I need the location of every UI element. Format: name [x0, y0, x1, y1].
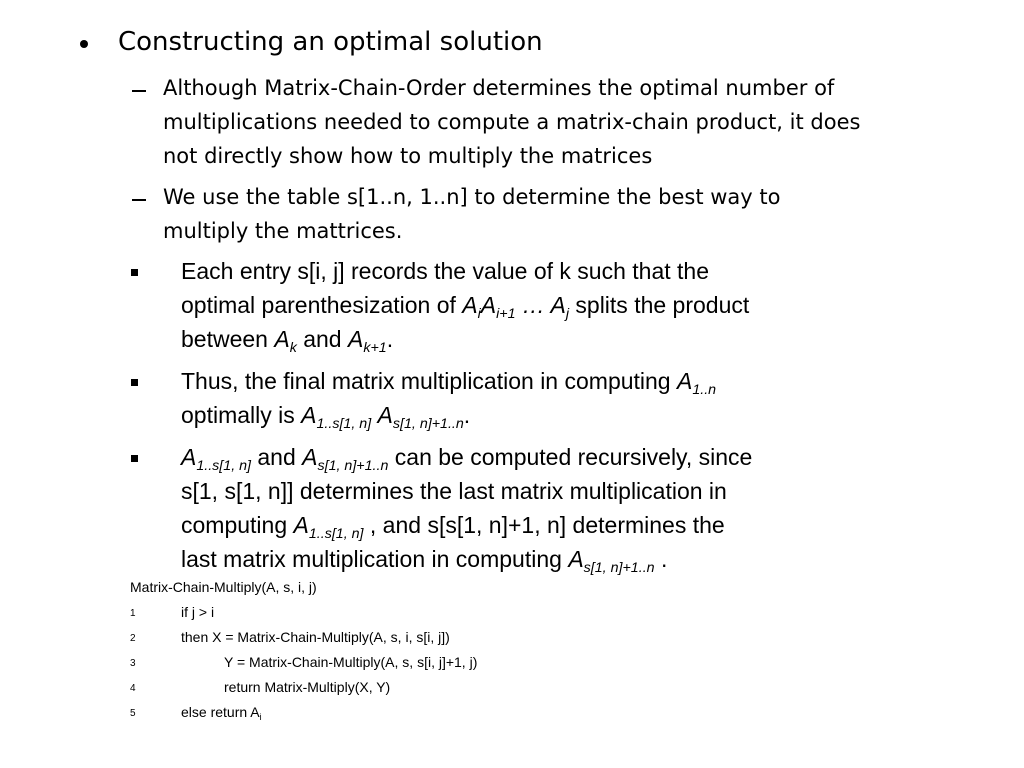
dash1-line1: Although Matrix-Chain-Order determines the optimal number of: [163, 76, 835, 100]
dash1-line3: not directly show how to multiply the matrices: [163, 144, 653, 168]
code-line-4: return Matrix-Multiply(X, Y): [224, 679, 391, 695]
heading-bullet: Constructing an optimal solution: [118, 27, 543, 57]
code-line-5: else return $A_i$: [181, 704, 262, 723]
dash-icon: [132, 199, 146, 201]
sq3-line2: s[1, s[1, n]] determines the last matrix multiplication in: [181, 478, 727, 504]
sq1-line3: between $A_k$ and $A_{k+1}$.: [181, 326, 394, 356]
sq1-line2: optimal parenthesization of $A_iA_{i+1}$ … $A_j$ splits the product: [181, 292, 750, 322]
code-line-2: then X = Matrix-Chain-Multiply(A, s, i, s[i, j]): [181, 629, 450, 645]
code-line-3: Y = Matrix-Chain-Multiply(A, s, s[i, j]+1, j): [224, 654, 478, 670]
sq3-line1: $A_{1..s[1, n]}$ and $A_{s[1, n]+1..n}$ can be computed recursively, since: [181, 444, 753, 474]
dash1-line2: multiplications needed to compute a matrix-chain product, it does: [163, 110, 861, 134]
square-bullet-icon: [131, 455, 138, 462]
code-line-number: 5: [130, 708, 136, 719]
dash2-line1: We use the table s[1..n, 1..n] to determine the best way to: [163, 185, 781, 209]
code-line-number: 1: [130, 608, 136, 619]
sq2-line1: Thus, the final matrix multiplication in computing $A_{1..n}$: [181, 368, 717, 398]
code-line-number: 3: [130, 658, 136, 669]
code-header: Matrix-Chain-Multiply(A, s, i, j): [130, 579, 317, 595]
code-line-number: 4: [130, 683, 136, 694]
bullet-dot-icon: [80, 40, 88, 48]
square-bullet-icon: [131, 269, 138, 276]
code-line-number: 2: [130, 633, 136, 644]
sq2-line2: optimally is $A_{1..s[1, n]}$ $A_{s[1, n]+1..n}$.: [181, 402, 471, 432]
sq3-line4: last matrix multiplication in computing $A_{s[1, n]+1..n}$ .: [181, 546, 668, 576]
square-bullet-icon: [131, 379, 138, 386]
sq1-line1: Each entry s[i, j] records the value of k such that the: [181, 258, 709, 284]
dash-icon: [132, 90, 146, 92]
sq3-line3: computing $A_{1..s[1, n]}$ , and s[s[1, n]+1, n] determines the: [181, 512, 725, 542]
code-line-1: if j > i: [181, 604, 215, 620]
dash2-line2: multiply the mattrices.: [163, 219, 403, 243]
